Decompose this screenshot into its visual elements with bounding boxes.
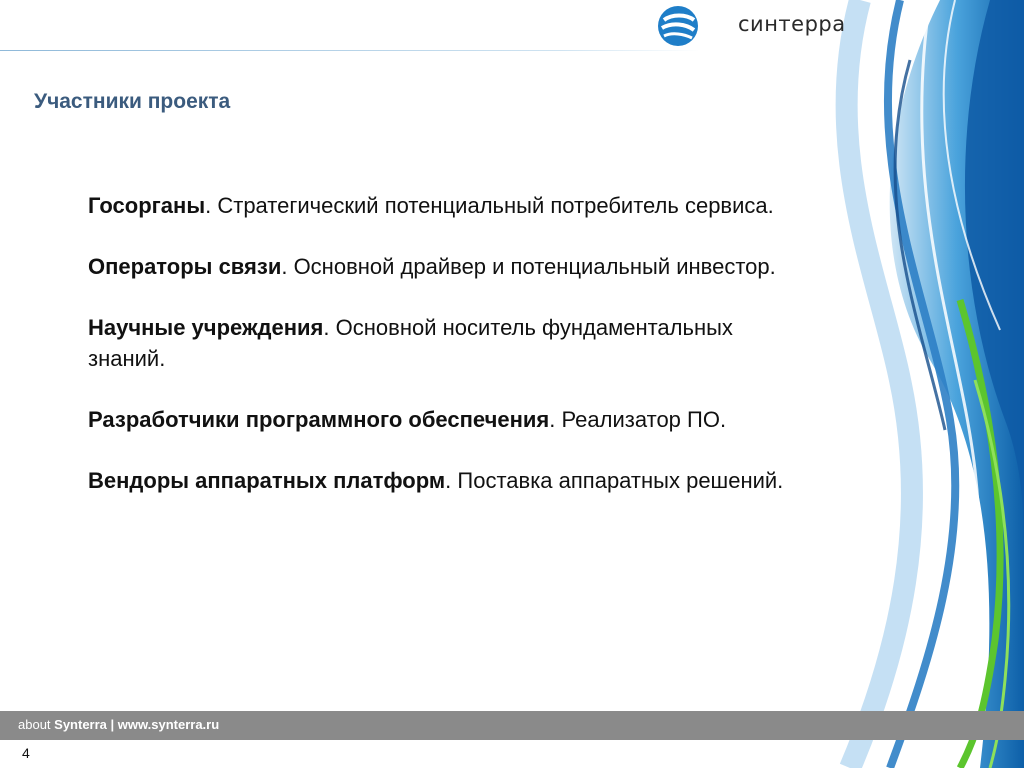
item-term: Вендоры аппаратных платформ: [88, 468, 446, 493]
item-term: Научные учреждения: [88, 315, 324, 340]
page-number: 4: [22, 745, 30, 761]
footer-about: about: [18, 717, 55, 732]
synterra-logo-icon: [656, 4, 700, 48]
footer-text: [18, 717, 219, 732]
item-term: Разработчики программного обеспечения: [88, 407, 550, 432]
item-term: Операторы связи: [88, 254, 282, 279]
list-item: [88, 312, 788, 374]
list-item: [88, 251, 788, 282]
footer-separator: |: [106, 717, 118, 732]
list-item: [88, 404, 788, 435]
participants-list: [88, 190, 788, 526]
item-term: Госорганы: [88, 193, 206, 218]
list-item: [88, 465, 788, 496]
item-description: . Основной носитель фундаментальных знаний.: [88, 315, 733, 371]
item-description: . Реализатор ПО.: [549, 407, 727, 432]
item-description: . Поставка аппаратных решений.: [445, 468, 784, 493]
item-description: . Стратегический потенциальный потребитель сервиса.: [205, 193, 774, 218]
header-divider: [0, 50, 700, 51]
footer-url-link[interactable]: www.synterra.ru: [117, 717, 220, 732]
list-item: [88, 190, 788, 221]
item-description: . Основной драйвер и потенциальный инвестор.: [281, 254, 776, 279]
brand-name: синтерра: [738, 12, 846, 36]
footer-brand: Synterra: [54, 717, 107, 732]
slide-title: Участники проекта: [34, 90, 231, 113]
